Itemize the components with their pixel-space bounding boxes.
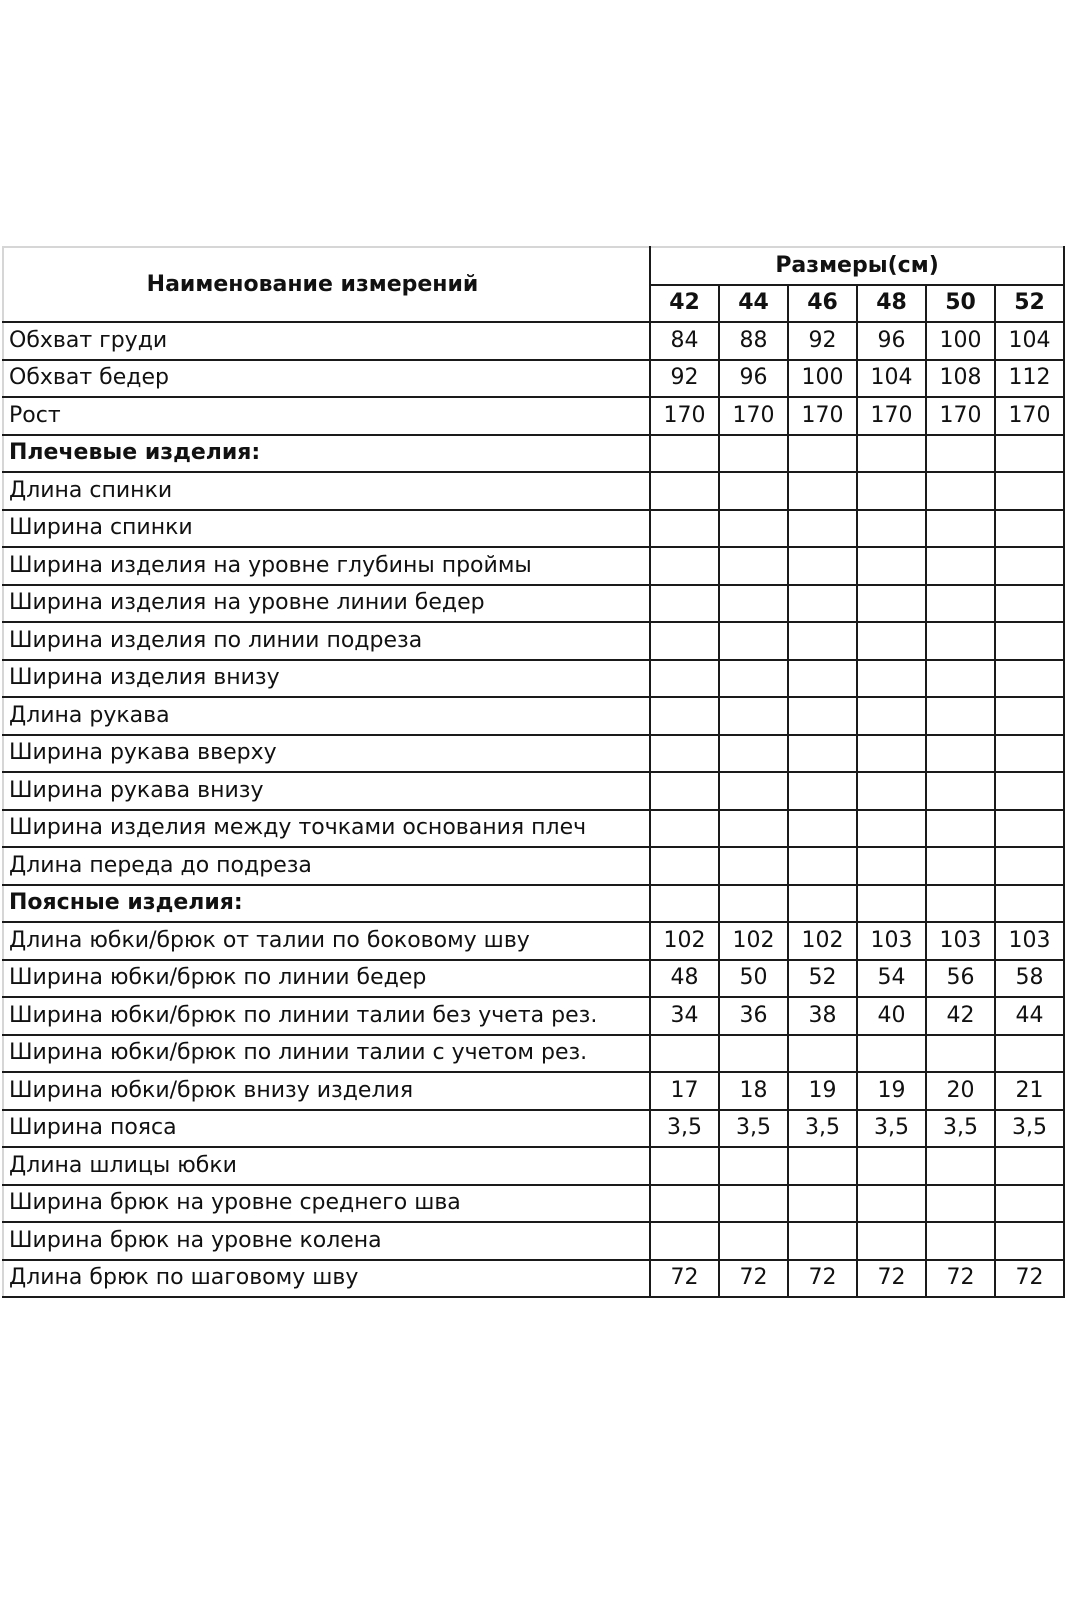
table-row [3,1260,1064,1298]
measurement-value: 36 [719,997,788,1035]
measurement-name: Ширина юбки/брюк по линии талии с учетом рез. [3,1035,650,1073]
measurement-value [857,660,926,698]
measurement-value [995,472,1064,510]
measurement-value [650,510,719,548]
measurement-value: 102 [788,922,857,960]
measurement-value [719,1147,788,1185]
measurement-value [857,585,926,623]
measurement-value [926,1222,995,1260]
measurement-value [788,1222,857,1260]
measurement-value [719,885,788,923]
table-row [3,510,1064,548]
measurement-name: Ширина изделия между точками основания плеч [3,810,650,848]
measurement-value [857,772,926,810]
measurement-value [719,472,788,510]
measurement-value [857,1185,926,1223]
measurement-name: Ширина рукава вверху [3,735,650,773]
measurement-value [995,1222,1064,1260]
measurement-value [788,585,857,623]
measurement-value: 84 [650,322,719,360]
sizes-header: Размеры(см) [650,247,1064,285]
measurement-value [788,622,857,660]
measurement-value [788,847,857,885]
measurement-value: 58 [995,960,1064,998]
table-row [3,1072,1064,1110]
measurement-value [995,847,1064,885]
measurement-name: Обхват груди [3,322,650,360]
table-row [3,697,1064,735]
table-row [3,922,1064,960]
measurement-value [995,1185,1064,1223]
measurement-name: Длина шлицы юбки [3,1147,650,1185]
measurement-value [926,847,995,885]
measurement-value: 3,5 [719,1110,788,1148]
table-row [3,547,1064,585]
measurement-value: 108 [926,360,995,398]
measurement-value [719,510,788,548]
measurement-value [857,510,926,548]
measurement-value [788,472,857,510]
measurement-value [650,735,719,773]
measurement-value [995,1147,1064,1185]
measurement-value [650,1185,719,1223]
table-row [3,360,1064,398]
measurement-value [995,735,1064,773]
size-header-42: 42 [650,285,719,323]
measurement-value [926,622,995,660]
measurement-value [650,1147,719,1185]
section-row [3,885,1064,923]
measurement-value: 40 [857,997,926,1035]
measurement-name: Ширина пояса [3,1110,650,1148]
measurement-value [926,810,995,848]
size-header-48: 48 [857,285,926,323]
table-body [3,322,1064,1297]
measurement-value [719,622,788,660]
measurement-value: 170 [650,397,719,435]
measurement-value [995,697,1064,735]
measurement-name: Ширина рукава внизу [3,772,650,810]
measurement-name: Длина рукава [3,697,650,735]
measurement-value: 72 [788,1260,857,1298]
measurement-value: 56 [926,960,995,998]
measurement-value: 112 [995,360,1064,398]
measurement-value: 38 [788,997,857,1035]
measurement-value [995,585,1064,623]
measurement-value: 50 [719,960,788,998]
measurement-value: 170 [857,397,926,435]
table-row [3,1147,1064,1185]
measurement-value [719,810,788,848]
measurement-value [995,622,1064,660]
measurement-name: Обхват бедер [3,360,650,398]
measurement-value [788,1035,857,1073]
measurement-value [788,885,857,923]
measurement-value [788,697,857,735]
header-row-title [3,247,1064,285]
measurement-value [926,660,995,698]
measurement-value [650,585,719,623]
measurement-value: 103 [926,922,995,960]
measurement-value [650,435,719,473]
measurement-value [857,885,926,923]
measurement-value: 54 [857,960,926,998]
measurement-value [857,697,926,735]
table-row [3,472,1064,510]
measurement-value [650,660,719,698]
measurement-name: Ширина юбки/брюк по линии бедер [3,960,650,998]
measurement-value: 48 [650,960,719,998]
measurement-value: 170 [995,397,1064,435]
table-row [3,322,1064,360]
measurement-name: Ширина юбки/брюк внизу изделия [3,1072,650,1110]
measurement-value: 3,5 [926,1110,995,1148]
measurement-value [650,772,719,810]
measurement-name: Длина спинки [3,472,650,510]
measurement-value [995,660,1064,698]
measurement-value [788,810,857,848]
measurement-name: Ширина изделия по линии подреза [3,622,650,660]
measurement-value [995,435,1064,473]
measurement-value [857,735,926,773]
measurement-value: 88 [719,322,788,360]
measurement-value [857,435,926,473]
measurement-value [719,1035,788,1073]
measurement-value [926,772,995,810]
measurement-value [650,697,719,735]
size-header-52: 52 [995,285,1064,323]
measurement-value: 72 [995,1260,1064,1298]
measurement-value: 3,5 [788,1110,857,1148]
measurement-value [788,772,857,810]
measurement-value: 3,5 [995,1110,1064,1148]
measurement-value [650,472,719,510]
measurement-value: 72 [857,1260,926,1298]
measurement-value [650,1222,719,1260]
measurement-value [926,1147,995,1185]
table-row [3,1110,1064,1148]
measurement-value [926,697,995,735]
measurement-value [719,697,788,735]
section-label: Плечевые изделия: [3,435,650,473]
measurement-value [719,585,788,623]
measurement-value [995,810,1064,848]
table-row [3,1222,1064,1260]
table-row [3,960,1064,998]
measurement-value: 72 [926,1260,995,1298]
measurement-value: 92 [650,360,719,398]
measurement-value: 102 [650,922,719,960]
measurement-value: 103 [995,922,1064,960]
measurement-value [995,885,1064,923]
measurement-value [788,435,857,473]
measurement-name: Ширина спинки [3,510,650,548]
measurement-value [650,847,719,885]
measurement-value [788,735,857,773]
measurement-value [719,435,788,473]
section-row [3,435,1064,473]
measurement-value [926,1185,995,1223]
measurement-name: Длина брюк по шаговому шву [3,1260,650,1298]
measurement-value: 72 [650,1260,719,1298]
measurement-value [788,547,857,585]
measurement-value [995,772,1064,810]
measurement-value: 170 [719,397,788,435]
measurement-value [857,1147,926,1185]
measurement-value: 170 [926,397,995,435]
table-row [3,622,1064,660]
measurement-value: 103 [857,922,926,960]
measurement-value: 72 [719,1260,788,1298]
measurement-value [857,472,926,510]
measurement-value [719,847,788,885]
measurement-value [650,810,719,848]
table-row [3,735,1064,773]
measurement-value [719,735,788,773]
table-row [3,585,1064,623]
size-table [2,246,1065,1298]
measurement-value [926,585,995,623]
measurement-value [857,810,926,848]
measurement-value [650,622,719,660]
measurement-value [650,1035,719,1073]
measurement-value [788,1147,857,1185]
measurement-value: 96 [857,322,926,360]
measurement-name: Ширина юбки/брюк по линии талии без учета рез. [3,997,650,1035]
table-row [3,772,1064,810]
measurement-value [788,660,857,698]
measurement-value: 17 [650,1072,719,1110]
measurement-value: 102 [719,922,788,960]
measurement-value [926,472,995,510]
table-row [3,810,1064,848]
table-row [3,1185,1064,1223]
measurement-value [926,510,995,548]
measurement-value [857,1035,926,1073]
measurement-value: 34 [650,997,719,1035]
measurement-value [788,1185,857,1223]
measurement-name: Рост [3,397,650,435]
measurement-value: 3,5 [650,1110,719,1148]
measurement-value: 96 [719,360,788,398]
measurement-name: Ширина изделия на уровне глубины проймы [3,547,650,585]
measurement-value: 104 [995,322,1064,360]
measurement-name: Ширина изделия на уровне линии бедер [3,585,650,623]
measurement-value [926,435,995,473]
measurement-value [857,847,926,885]
measurement-name-header: Наименование измерений [3,247,650,322]
table-row [3,660,1064,698]
measurement-value: 52 [788,960,857,998]
measurement-value: 21 [995,1072,1064,1110]
table-row [3,1035,1064,1073]
measurement-value [650,547,719,585]
measurement-value: 92 [788,322,857,360]
size-header-50: 50 [926,285,995,323]
measurement-value [995,1035,1064,1073]
measurement-value [719,1222,788,1260]
measurement-value: 19 [788,1072,857,1110]
measurement-value: 18 [719,1072,788,1110]
measurement-name: Ширина брюк на уровне колена [3,1222,650,1260]
measurement-value [719,1185,788,1223]
measurement-value: 100 [926,322,995,360]
size-header-46: 46 [788,285,857,323]
measurement-value [788,510,857,548]
table-row [3,847,1064,885]
measurement-name: Ширина изделия внизу [3,660,650,698]
measurement-name: Длина переда до подреза [3,847,650,885]
table-row [3,397,1064,435]
section-label: Поясные изделия: [3,885,650,923]
measurement-value [995,547,1064,585]
measurement-value: 3,5 [857,1110,926,1148]
measurement-value [926,1035,995,1073]
measurement-value: 44 [995,997,1064,1035]
measurement-name: Ширина брюк на уровне среднего шва [3,1185,650,1223]
table-row [3,997,1064,1035]
measurement-value: 19 [857,1072,926,1110]
size-header-44: 44 [719,285,788,323]
measurement-value: 100 [788,360,857,398]
measurement-value [926,547,995,585]
measurement-value [995,510,1064,548]
measurement-value [650,885,719,923]
measurement-value: 104 [857,360,926,398]
measurement-value [719,772,788,810]
measurement-value [857,547,926,585]
measurement-name: Длина юбки/брюк от талии по боковому шву [3,922,650,960]
measurement-value [719,660,788,698]
measurement-value [857,1222,926,1260]
measurement-value [926,735,995,773]
measurement-value: 42 [926,997,995,1035]
size-chart [2,246,1065,1298]
measurement-value [926,885,995,923]
measurement-value [719,547,788,585]
measurement-value: 20 [926,1072,995,1110]
measurement-value: 170 [788,397,857,435]
measurement-value [857,622,926,660]
